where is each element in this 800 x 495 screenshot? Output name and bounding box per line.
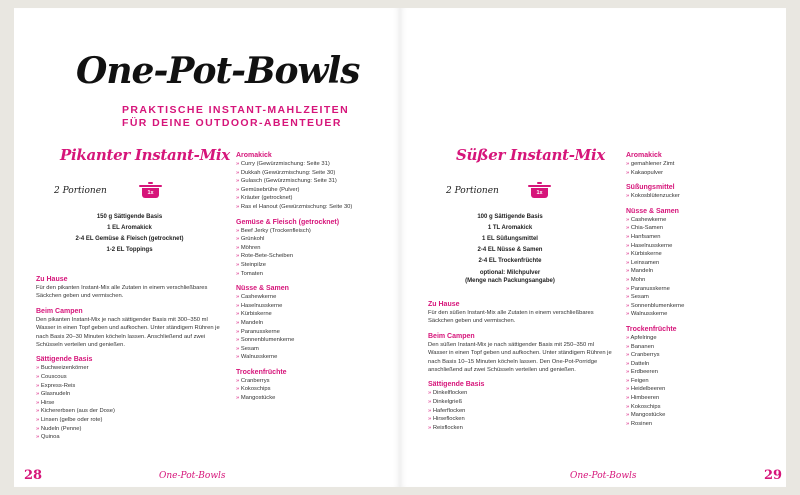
- list-item: » Rote-Bete-Scheiben: [236, 252, 396, 261]
- portions-label: 2 Portionen: [446, 186, 499, 196]
- heading-zu-hause: Zu Hause: [428, 301, 460, 308]
- heading-trockenfruechte: Trockenfrüchte: [626, 325, 677, 333]
- list-item: » Möhren: [236, 244, 396, 253]
- list-item: » Glasnudeln: [36, 390, 226, 399]
- list-item: » Dinkelgrieß: [428, 398, 613, 407]
- heading-aromakick: Aromakick: [236, 152, 272, 159]
- left-column-2: [236, 151, 396, 403]
- heading-zu-hause: Zu Hause: [36, 276, 68, 283]
- page-number-right: 29: [764, 468, 783, 483]
- subtitle-line-1: PRAKTISCHE INSTANT-MAHLZEITEN: [122, 104, 350, 116]
- list-item: » Cashewkerne: [626, 216, 776, 225]
- list-item: » Couscous: [36, 373, 226, 382]
- right-column-2: [626, 151, 776, 428]
- list-item: » Heidelbeeren: [626, 385, 776, 394]
- footer-title-right: One-Pot-Bowls: [570, 471, 637, 481]
- zu-hause-text: Für den süßen Instant-Mix alle Zutaten in einem verschließbares Säckchen geben und vermischen.: [428, 310, 594, 325]
- list-item: » Sonnenblumenkerne: [236, 336, 396, 345]
- list-item: » Cranberrys: [236, 377, 396, 386]
- list-item: » Rosinen: [626, 420, 776, 429]
- list-item: » Curry (Gewürzmischung: Seite 31): [236, 160, 396, 169]
- list-item: » Steinpilze: [236, 261, 396, 270]
- list-item: » Haselnusskerne: [236, 302, 396, 311]
- basis-line: 2-4 EL Trockenfrüchte: [478, 258, 542, 264]
- nuesse-samen-list: [236, 293, 396, 362]
- list-item: » Dukkah (Gewürzmischung: Seite 30): [236, 169, 396, 178]
- section-title-suess: Süßer Instant-Mix: [456, 146, 606, 164]
- basis-line: 1 EL Aromakick: [107, 225, 152, 231]
- list-item: » Mandeln: [626, 267, 776, 276]
- basis-list: [42, 212, 217, 256]
- list-item: » Reisflocken: [428, 424, 613, 433]
- list-item: » gemahlener Zimt: [626, 160, 776, 169]
- list-item: » Himbeeren: [626, 394, 776, 403]
- list-item: » Haselnusskerne: [626, 242, 776, 251]
- list-item: » Feigen: [626, 377, 776, 386]
- list-item: » Linsen (gelbe oder rote): [36, 416, 226, 425]
- list-item: » Datteln: [626, 360, 776, 369]
- heading-beim-campen: Beim Campen: [428, 332, 475, 340]
- list-item: » Ras el Hanout (Gewürzmischung: Seite 30): [236, 203, 396, 212]
- heading-aromakick: Aromakick: [626, 152, 662, 159]
- aromakick-list: [626, 160, 776, 177]
- pot-icon: 1x: [531, 188, 548, 198]
- list-item: » Erdbeeren: [626, 368, 776, 377]
- nuesse-samen-list: [626, 216, 776, 319]
- basis-line: 2-4 EL Gemüse & Fleisch (getrocknet): [75, 236, 184, 242]
- list-item: » Sesam: [236, 345, 396, 354]
- list-item: » Cashewkerne: [236, 293, 396, 302]
- list-item: » Mangostücke: [236, 394, 396, 403]
- basis-line: 150 g Sättigende Basis: [96, 214, 163, 220]
- list-item: » Buchweizenkörner: [36, 364, 226, 373]
- heading-saettigende-basis: Sättigende Basis: [428, 381, 485, 389]
- list-item: » Haferflocken: [428, 407, 613, 416]
- saettigende-basis-list: [36, 364, 226, 441]
- gemuese-fleisch-list: [236, 227, 396, 279]
- list-item: » Kichererbsen (aus der Dose): [36, 407, 226, 416]
- list-item: » Mohn: [626, 276, 776, 285]
- list-item: » Express-Reis: [36, 382, 226, 391]
- list-item: » Paranusskerne: [236, 328, 396, 337]
- list-item: » Kürbiskerne: [236, 310, 396, 319]
- list-item: » Apfelringe: [626, 334, 776, 343]
- list-item: » Bananen: [626, 343, 776, 352]
- left-page: [14, 8, 400, 487]
- beim-campen-text: Den pikanten Instant-Mix je nach sättigender Basis mit 300–350 ml Wasser in einen Topf geben und aufkochen. Unter ständigem Rühren je nach Basis 20–30 Minuten köcheln lassen. Anschließend auf zwei Schüsseln verteilen und genießen.: [36, 316, 220, 349]
- list-item: » Kakaopulver: [626, 169, 776, 178]
- page-number-left: 28: [24, 468, 43, 483]
- suessungsmittel-list: [626, 192, 776, 201]
- right-page: [400, 8, 786, 487]
- beim-campen-text: Den süßen Instant-Mix je nach sättigender Basis mit 250–350 ml Wasser in einen Topf geben und aufkochen. Unter ständigem Rühren je nach Basis 10–15 Minuten köcheln lassen. Den One-Pot-Porridge anschließend auf zwei Schüsseln verteilen und genießen.: [428, 341, 612, 374]
- list-item: » Kokoschips: [626, 403, 776, 412]
- book-title: One-Pot-Bowls: [76, 50, 360, 92]
- list-item: » Hirseflocken: [428, 415, 613, 424]
- list-item: » Kürbiskerne: [626, 250, 776, 259]
- list-item: » Leinsamen: [626, 259, 776, 268]
- list-item: » Hirse: [36, 399, 226, 408]
- list-item: » Cranberrys: [626, 351, 776, 360]
- list-item: » Nudeln (Penne): [36, 425, 226, 434]
- portions-label: 2 Portionen: [54, 186, 107, 196]
- basis-line: 1-2 EL Toppings: [106, 247, 153, 253]
- basis-list: [425, 212, 595, 285]
- heading-gemuese-fleisch: Gemüse & Fleisch (getrocknet): [236, 218, 340, 226]
- list-item: » Walnusskerne: [236, 353, 396, 362]
- list-item: » Grünkohl: [236, 235, 396, 244]
- basis-line: optional: Milchpulver: [479, 270, 541, 276]
- aromakick-list: [236, 160, 396, 212]
- section-title-pikant: Pikanter Instant-Mix: [60, 146, 230, 164]
- saettigende-basis-list: [428, 389, 613, 432]
- book-subtitle: [122, 104, 402, 130]
- zu-hause-text: Für den pikanten Instant-Mix alle Zutaten in einem verschließbares Säckchen geben und vermischen.: [36, 285, 208, 300]
- list-item: » Chia-Samen: [626, 224, 776, 233]
- left-column-1: [36, 275, 226, 442]
- list-item: » Kräuter (getrocknet): [236, 194, 396, 203]
- basis-line: 1 EL Süßungsmittel: [482, 236, 538, 242]
- list-item: » Kokoschips: [236, 385, 396, 394]
- list-item: » Kokosblütenzucker: [626, 192, 776, 201]
- list-item: » Beef Jerky (Trockenfleisch): [236, 227, 396, 236]
- heading-saettigende-basis: Sättigende Basis: [36, 356, 93, 364]
- basis-line: 2-4 EL Nüsse & Samen: [477, 247, 543, 253]
- list-item: » Sonnenblumenkerne: [626, 302, 776, 311]
- heading-nuesse-samen: Nüsse & Samen: [626, 207, 679, 215]
- heading-trockenfruechte: Trockenfrüchte: [236, 368, 287, 376]
- basis-line: (Menge nach Packungsangabe): [465, 278, 555, 284]
- footer-title-left: One-Pot-Bowls: [159, 471, 226, 481]
- heading-nuesse-samen: Nüsse & Samen: [236, 285, 289, 293]
- list-item: » Gemüsebrühe (Pulver): [236, 186, 396, 195]
- heading-suessungsmittel: Süßungsmittel: [626, 184, 675, 192]
- list-item: » Paranusskerne: [626, 285, 776, 294]
- basis-line: 100 g Sättigende Basis: [477, 214, 543, 220]
- list-item: » Quinoa: [36, 433, 226, 442]
- trockenfruechte-list: [626, 334, 776, 429]
- list-item: » Dinkelflocken: [428, 389, 613, 398]
- pot-icon: 1x: [142, 188, 159, 198]
- trockenfruechte-list: [236, 377, 396, 403]
- list-item: » Sesam: [626, 293, 776, 302]
- list-item: » Mangostücke: [626, 411, 776, 420]
- list-item: » Tomaten: [236, 270, 396, 279]
- basis-line: 1 TL Aromakick: [487, 225, 533, 231]
- subtitle-line-2: FÜR DEINE OUTDOOR-ABENTEUER: [122, 117, 342, 129]
- list-item: » Walnusskerne: [626, 310, 776, 319]
- right-column-1: [428, 300, 613, 432]
- heading-beim-campen: Beim Campen: [36, 307, 83, 315]
- list-item: » Mandeln: [236, 319, 396, 328]
- list-item: » Gulasch (Gewürzmischung: Seite 31): [236, 177, 396, 186]
- list-item: » Hanfsamen: [626, 233, 776, 242]
